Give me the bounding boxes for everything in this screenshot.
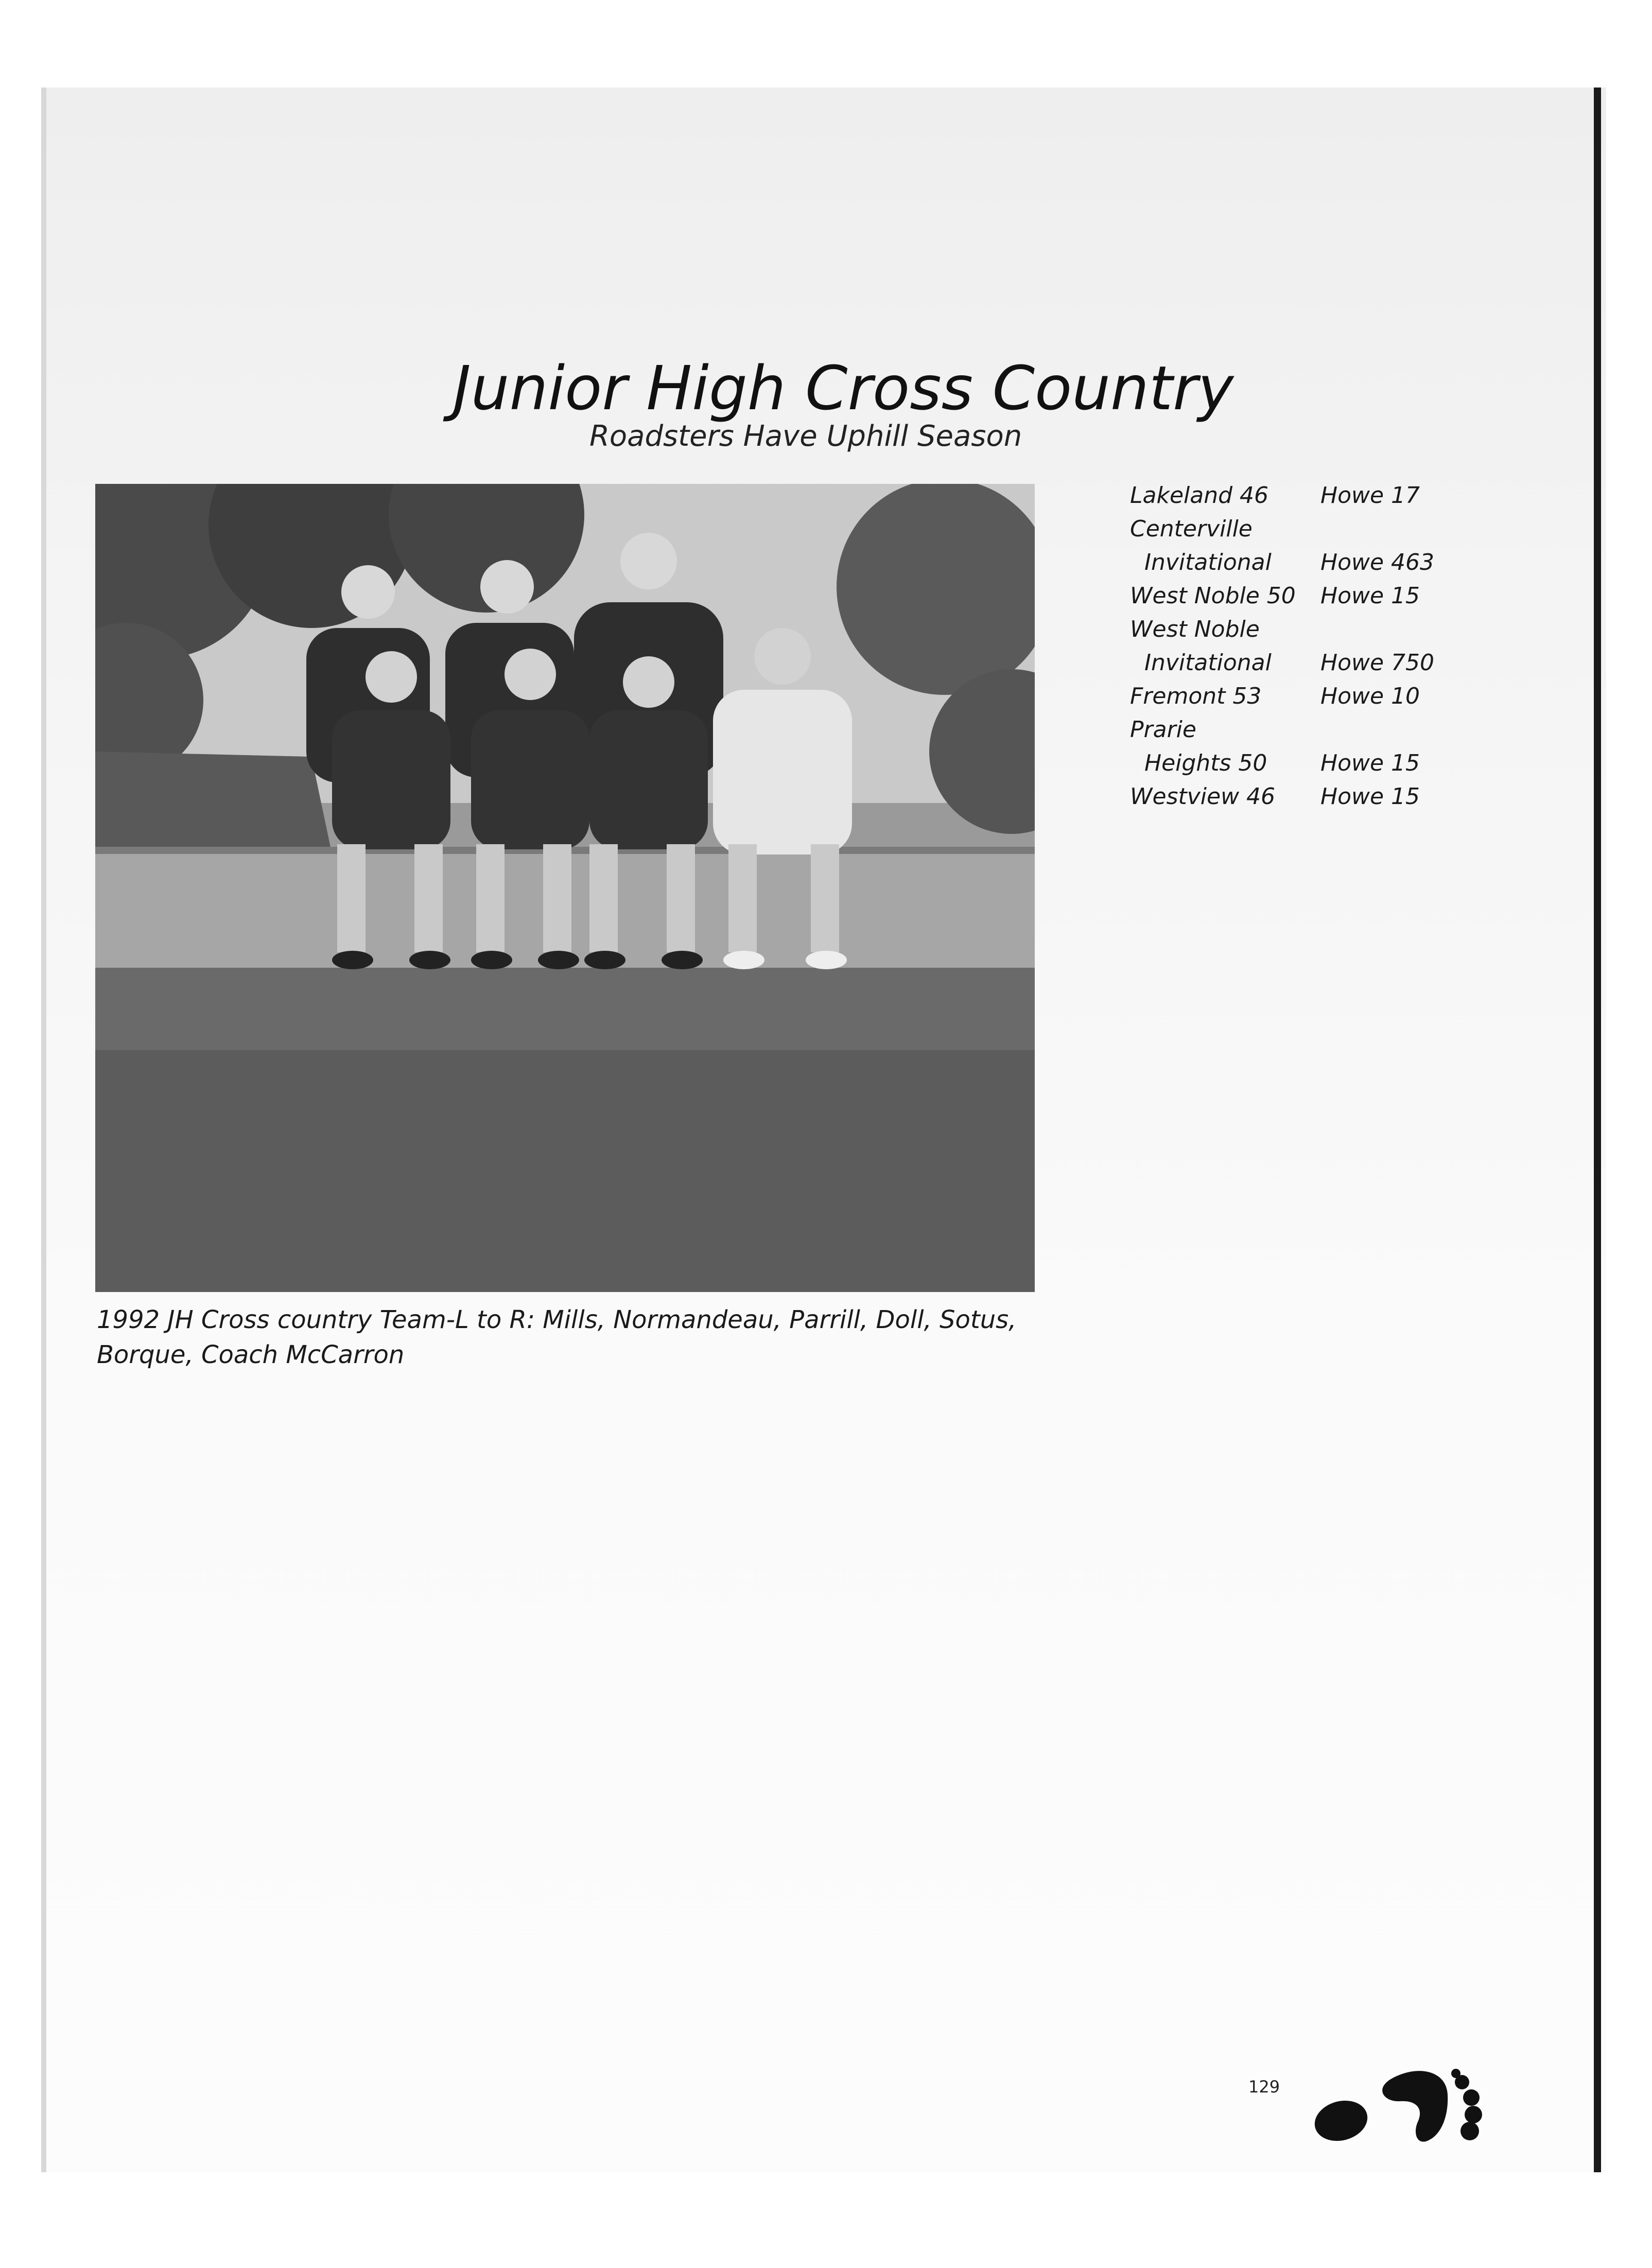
score-row — [1130, 512, 1490, 546]
score-row — [1130, 746, 1490, 780]
score-row — [1130, 646, 1490, 679]
page-subtitle: Roadsters Have Uphill Season — [589, 420, 1022, 453]
score-row — [1130, 579, 1490, 613]
opponent-score: Invitational — [1144, 650, 1272, 676]
opponent-score: Invitational — [1144, 549, 1272, 575]
opponent-score: Fremont 53 — [1130, 683, 1262, 709]
howe-score: Howe 463 — [1320, 549, 1435, 575]
footprint-icon — [1313, 2059, 1508, 2154]
page-title: Junior High Cross Country — [453, 353, 1234, 424]
howe-score: Howe 15 — [1320, 583, 1420, 609]
howe-score: Howe 10 — [1320, 683, 1420, 709]
opponent-score: Centerville — [1130, 516, 1253, 542]
score-row — [1130, 546, 1490, 579]
howe-score — [1320, 512, 1475, 546]
opponent-score: Westview 46 — [1130, 783, 1276, 810]
photo-caption: 1992 JH Cross country Team-L to R: Mills, Normandeau, Parrill, Doll, Sotus, Borque, Coach McCarron — [97, 1305, 1017, 1369]
opponent-score: Lakeland 46 — [1130, 482, 1269, 509]
page-edge-bar — [1594, 88, 1601, 2172]
score-table — [1130, 479, 1490, 813]
score-row — [1130, 780, 1490, 813]
howe-score — [1320, 613, 1475, 646]
page-number: 129 — [1248, 2077, 1280, 2097]
score-row — [1130, 679, 1490, 713]
score-row — [1130, 613, 1490, 646]
team-photo-image — [95, 484, 1035, 1292]
howe-score: Howe 17 — [1320, 482, 1420, 509]
howe-score: Howe 15 — [1320, 750, 1420, 776]
howe-score — [1320, 713, 1475, 746]
howe-score: Howe 15 — [1320, 783, 1420, 810]
opponent-score: West Noble — [1130, 616, 1260, 642]
opponent-score: West Noble 50 — [1130, 583, 1296, 609]
score-row — [1130, 713, 1490, 746]
howe-score: Howe 750 — [1320, 650, 1435, 676]
team-photo — [95, 484, 1035, 1292]
opponent-score: Heights 50 — [1144, 750, 1267, 776]
score-row — [1130, 479, 1490, 512]
opponent-score: Prarie — [1130, 717, 1196, 743]
